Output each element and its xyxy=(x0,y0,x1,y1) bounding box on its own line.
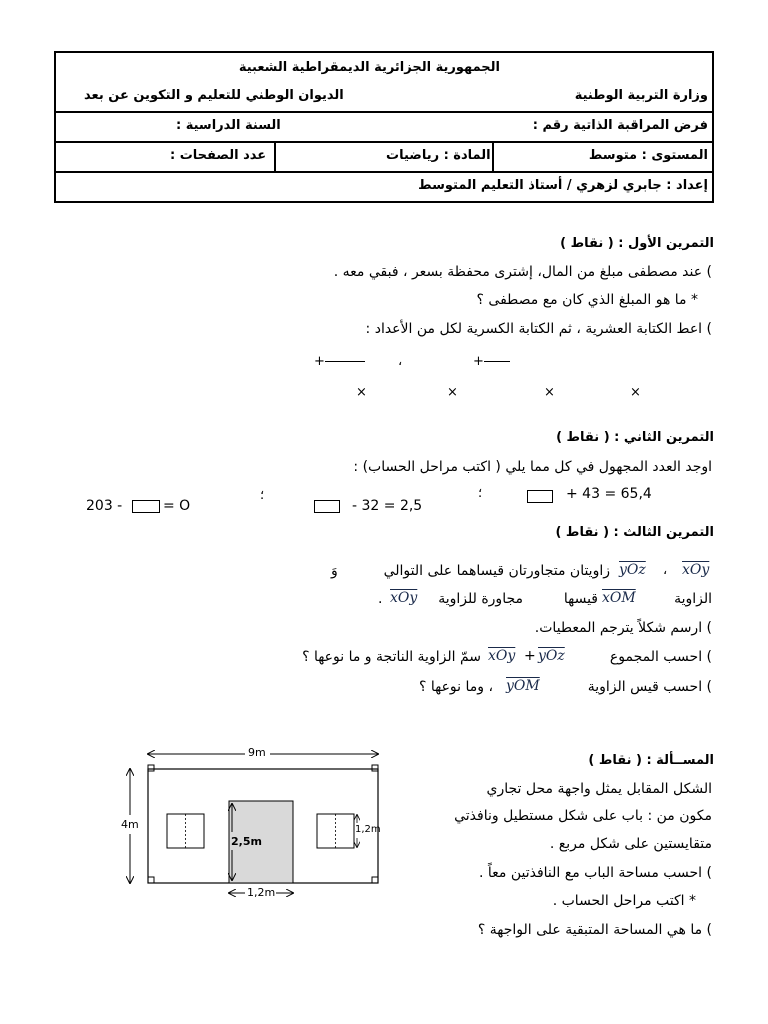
exercise3-title: التمرين الثالث : ( نقاط ) xyxy=(555,525,714,540)
exercise1-question1: ) عند مصطفى مبلغ من المال، إشترى محفظة بسعر ، فبقي معه . xyxy=(333,264,712,280)
equation3-left: 203 - xyxy=(86,498,123,514)
exercise2-instruction: اوجد العدد المجهول في كل مما يلي ( اكتب مراحل الحساب) : xyxy=(353,459,712,475)
problem-question1: ) احسب مساحة الباب مع النافذتين معاً . xyxy=(478,865,712,881)
office: الديوان الوطني للتعليم و التكوين عن بعد xyxy=(84,88,344,103)
header-cell-divider xyxy=(492,141,494,172)
header-divider xyxy=(56,111,712,113)
header-cell-divider xyxy=(274,141,276,172)
exam-number: فرض المراقبة الذاتية رقم : xyxy=(532,118,708,133)
times-sign: × xyxy=(447,385,458,400)
unknown-box[interactable] xyxy=(132,500,160,513)
separator: ؛ xyxy=(478,486,483,501)
unknown-box[interactable] xyxy=(527,490,553,503)
separator: ، xyxy=(663,563,668,578)
angle-xoy: $\overline{xOy}$ xyxy=(488,648,516,664)
republic-title: الجمهورية الجزائرية الديمقراطية الشعبية xyxy=(238,60,500,75)
school-year: السنة الدراسية : xyxy=(176,118,281,133)
times-sign: × xyxy=(630,385,641,400)
unknown-box[interactable] xyxy=(314,500,340,513)
equation2: - 32 = 2,5 xyxy=(352,498,423,514)
header-divider xyxy=(56,141,712,143)
subject: المادة : رياضيات xyxy=(386,148,491,163)
plus-sign: + xyxy=(524,648,536,664)
level: المستوى : متوسط xyxy=(588,148,708,163)
exercise3-question2-b: سمّ الزاوية الناتجة و ما نوعها ؟ xyxy=(302,649,481,665)
header-divider xyxy=(56,171,712,173)
width-label: 9m xyxy=(248,746,266,759)
exercise3-line1: زاويتان متجاورتان قيساهما على التوالي xyxy=(383,563,610,579)
problem-line1: الشكل المقابل يمثل واجهة محل تجاري xyxy=(486,781,712,797)
exercise3-question1: ) ارسم شكلاً يترجم المعطيات. xyxy=(534,620,712,636)
storefront-figure xyxy=(110,740,400,900)
problem-question2: ) ما هي المساحة المتبقية على الواجهة ؟ xyxy=(477,922,712,938)
problem-question1a: * اكتب مراحل الحساب . xyxy=(552,893,696,909)
exercise3-question3-b: ، وما نوعها ؟ xyxy=(418,679,493,695)
door-width-label: 1,2m xyxy=(247,886,276,899)
plus-sign: + xyxy=(314,354,325,369)
times-sign: × xyxy=(544,385,555,400)
angle-yoz: $\overline{yOz}$ xyxy=(619,562,646,578)
equation1: + 43 = 65,4 xyxy=(566,486,652,502)
exercise2-title: التمرين الثاني : ( نقاط ) xyxy=(556,430,714,445)
exercise1-title: التمرين الأول : ( نقاط ) xyxy=(560,236,714,251)
height-label: 4m xyxy=(121,818,139,831)
exercise3-question3-a: ) احسب قيس الزاوية xyxy=(587,679,712,695)
equation3-right: = O xyxy=(163,498,191,514)
problem-line2: مكون من : باب على شكل مستطيل ونافذتي xyxy=(454,808,712,824)
door-height-label: 2,5m xyxy=(231,835,262,848)
corner-mark xyxy=(372,765,378,771)
corner-mark xyxy=(148,765,154,771)
page-count: عدد الصفحات : xyxy=(170,148,267,163)
comma: ، xyxy=(398,354,403,369)
ministry: وزارة التربية الوطنية xyxy=(574,88,708,103)
plus-sign: + xyxy=(473,354,484,369)
corner-mark xyxy=(148,877,154,883)
exercise1-question2: ) اعط الكتابة العشرية ، ثم الكتابة الكسرية لكل من الأعداد : xyxy=(365,321,712,337)
times-sign: × xyxy=(356,385,367,400)
window-side-label: 1,2m xyxy=(355,824,381,835)
angle-yom: $\overline{yOM}$ xyxy=(506,678,540,694)
angle-xom: $\overline{xOM}$ xyxy=(602,590,636,606)
fraction-bar xyxy=(484,361,510,362)
exercise1-question1a: * ما هو المبلغ الذي كان مع مصطفى ؟ xyxy=(476,292,698,308)
exercise3-adjacent: مجاورة للزاوية xyxy=(438,591,523,607)
corner-mark xyxy=(372,877,378,883)
author: إعداد : جابري لزهري / أستاذ التعليم المتوسط xyxy=(418,178,708,193)
period: . xyxy=(378,591,383,607)
exercise3-measure: قيسها xyxy=(563,591,598,607)
separator: ؛ xyxy=(260,488,265,503)
fraction-bar xyxy=(325,361,365,362)
problem-line3: متقايستين على شكل مربع . xyxy=(549,836,712,852)
and-word: وَ xyxy=(331,563,338,579)
angle-xoy: $\overline{xOy}$ xyxy=(682,562,710,578)
angle-xoy: $\overline{xOy}$ xyxy=(390,590,418,606)
problem-title: المســألة : ( نقاط ) xyxy=(588,753,714,768)
exercise3-question2-a: ) احسب المجموع xyxy=(609,649,712,665)
angle-yoz: $\overline{yOz}$ xyxy=(538,648,565,664)
exercise3-angle-label: الزاوية xyxy=(674,591,712,607)
